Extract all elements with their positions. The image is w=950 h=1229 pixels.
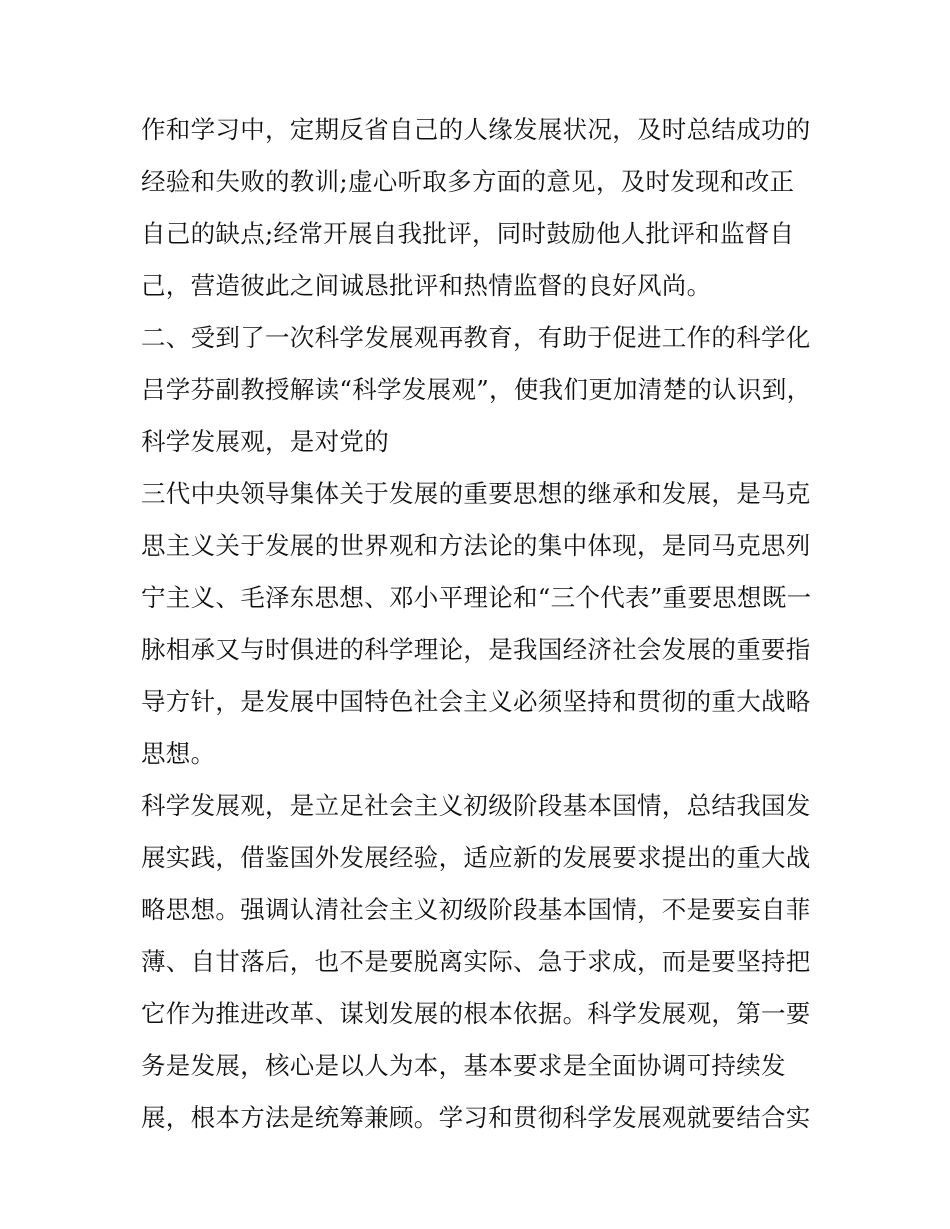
text-line: 展，根本方法是统筹兼顾。学习和贯彻科学发展观就要结合实: [141, 1103, 811, 1132]
text-line: 自己的缺点;经常开展自我批评，同时鼓励他人批评和监督自: [141, 219, 795, 248]
text-line: 务是发展，核心是以人为本，基本要求是全面协调可持续发: [141, 1051, 786, 1080]
text-line: 科学发展观，是对党的: [141, 427, 389, 456]
text-line: 展实践，借鉴国外发展经验，适应新的发展要求提出的重大战: [141, 843, 811, 872]
text-line: 作和学习中，定期反省自己的人缘发展状况，及时总结成功的: [141, 115, 811, 144]
text-line: 己，营造彼此之间诚恳批评和热情监督的良好风尚。: [141, 271, 712, 300]
text-line: 略思想。强调认清社会主义初级阶段基本国情，不是要妄自菲: [141, 895, 811, 924]
text-line: 它作为推进改革、谋划发展的根本依据。科学发展观，第一要: [141, 999, 811, 1028]
text-line: 思想。: [141, 739, 216, 768]
text-line: 薄、自甘落后，也不是要脱离实际、急于求成，而是要坚持把: [141, 947, 811, 976]
text-line: 科学发展观，是立足社会主义初级阶段基本国情，总结我国发: [141, 791, 811, 820]
text-line: 经验和失败的教训;虚心听取多方面的意见，及时发现和改正: [141, 167, 795, 196]
text-line: 三代中央领导集体关于发展的重要思想的继承和发展，是马克: [141, 479, 811, 508]
body-text: [141, 104, 821, 1144]
text-line: 吕学芬副教授解读“科学发展观”，使我们更加清楚的认识到，: [141, 375, 812, 404]
text-line: 导方针，是发展中国特色社会主义必须坚持和贯彻的重大战略: [141, 687, 811, 716]
section-heading: 二、受到了一次科学发展观再教育，有助于促进工作的科学化: [141, 323, 811, 352]
text-line: 思主义关于发展的世界观和方法论的集中体现，是同马克思列: [141, 531, 811, 560]
text-line: 脉相承又与时俱进的科学理论，是我国经济社会发展的重要指: [141, 635, 811, 664]
text-line: 宁主义、毛泽东思想、邓小平理论和“三个代表”重要思想既一: [141, 583, 812, 612]
